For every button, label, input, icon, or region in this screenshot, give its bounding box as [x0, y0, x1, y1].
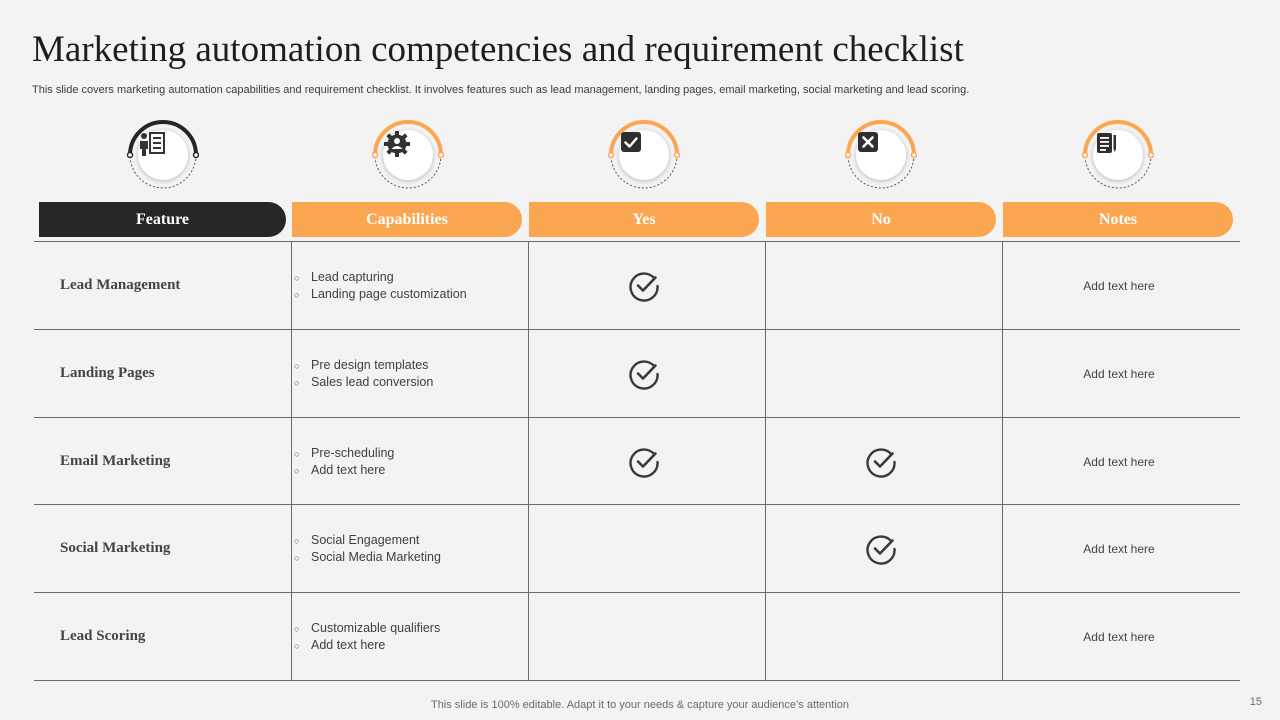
feature-cell: Social Marketing: [60, 540, 171, 556]
table-row: [34, 418, 1240, 505]
notes-cell: Add text here: [1083, 278, 1155, 293]
capability-item: ○ Landing page customization: [294, 286, 467, 301]
notes-cell: Add text here: [1083, 629, 1155, 644]
feature-cell: Lead Scoring: [60, 628, 146, 644]
feature-cell: Lead Management: [60, 277, 181, 293]
x-box-icon: [856, 130, 880, 154]
notepad-icon: [1093, 130, 1119, 156]
bullet-circle-icon: ○: [294, 552, 300, 563]
person-checklist-icon: [138, 130, 166, 158]
capability-item: ○ Pre design templates: [294, 357, 429, 372]
capability-item: ○ Lead capturing: [294, 269, 394, 284]
capabilities-cell: [294, 593, 440, 680]
table-row: [34, 242, 1240, 329]
no-check-icon: [864, 532, 898, 566]
capability-item: ○ Social Media Marketing: [294, 549, 441, 564]
page-title: Marketing automation competencies and requirement checklist: [32, 29, 964, 70]
no-check-icon: [864, 445, 898, 479]
checkbox-icon: [619, 130, 643, 154]
no-badge: [845, 119, 917, 191]
capabilities-badge: [372, 119, 444, 191]
bullet-circle-icon: ○: [294, 640, 300, 651]
notes-cell: Add text here: [1083, 366, 1155, 381]
header-capabilities: Capabilities: [292, 202, 522, 237]
feature-badge: [127, 119, 199, 191]
table-row: [34, 593, 1240, 680]
footer-note: This slide is 100% editable. Adapt it to your needs & capture your audience’s attention: [430, 699, 850, 711]
feature-cell: Email Marketing: [60, 453, 171, 469]
page-number: 15: [1249, 696, 1262, 708]
bullet-circle-icon: ○: [294, 465, 300, 476]
table-row: [34, 330, 1240, 417]
bullet-circle-icon: ○: [294, 377, 300, 388]
bullet-circle-icon: ○: [294, 535, 300, 546]
capability-item: ○ Social Engagement: [294, 532, 420, 547]
bullet-circle-icon: ○: [294, 360, 300, 371]
notes-cell: Add text here: [1083, 454, 1155, 469]
yes-badge: [608, 119, 680, 191]
bullet-circle-icon: ○: [294, 623, 300, 634]
capability-item: ○ Pre-scheduling: [294, 445, 395, 460]
notes-cell: Add text here: [1083, 541, 1155, 556]
capabilities-cell: [294, 330, 433, 417]
header-feature: Feature: [39, 202, 286, 237]
capability-item: ○ Add text here: [294, 462, 386, 477]
capabilities-cell: [294, 242, 467, 329]
bullet-circle-icon: ○: [294, 289, 300, 300]
bullet-circle-icon: ○: [294, 272, 300, 283]
bullet-circle-icon: ○: [294, 448, 300, 459]
capability-item: ○ Add text here: [294, 637, 386, 652]
header-no: No: [766, 202, 996, 237]
capability-item: ○ Customizable qualifiers: [294, 620, 441, 635]
header-notes: Notes: [1003, 202, 1233, 237]
gear-person-icon: [383, 130, 411, 158]
capabilities-cell: [294, 418, 394, 505]
table-row: [34, 505, 1240, 592]
capabilities-cell: [294, 505, 441, 592]
capability-item: ○ Sales lead conversion: [294, 374, 434, 389]
page-subtitle: This slide covers marketing automation capabilities and requirement checklist. It involves features such as lead management, landing pages, email marketing, social marketing and lead scoring.: [32, 84, 970, 96]
yes-check-icon: [627, 269, 661, 303]
yes-check-icon: [627, 357, 661, 391]
notes-badge: [1082, 119, 1154, 191]
table-divider: [34, 680, 1240, 681]
feature-cell: Landing Pages: [60, 365, 155, 381]
header-yes: Yes: [529, 202, 759, 237]
yes-check-icon: [627, 445, 661, 479]
